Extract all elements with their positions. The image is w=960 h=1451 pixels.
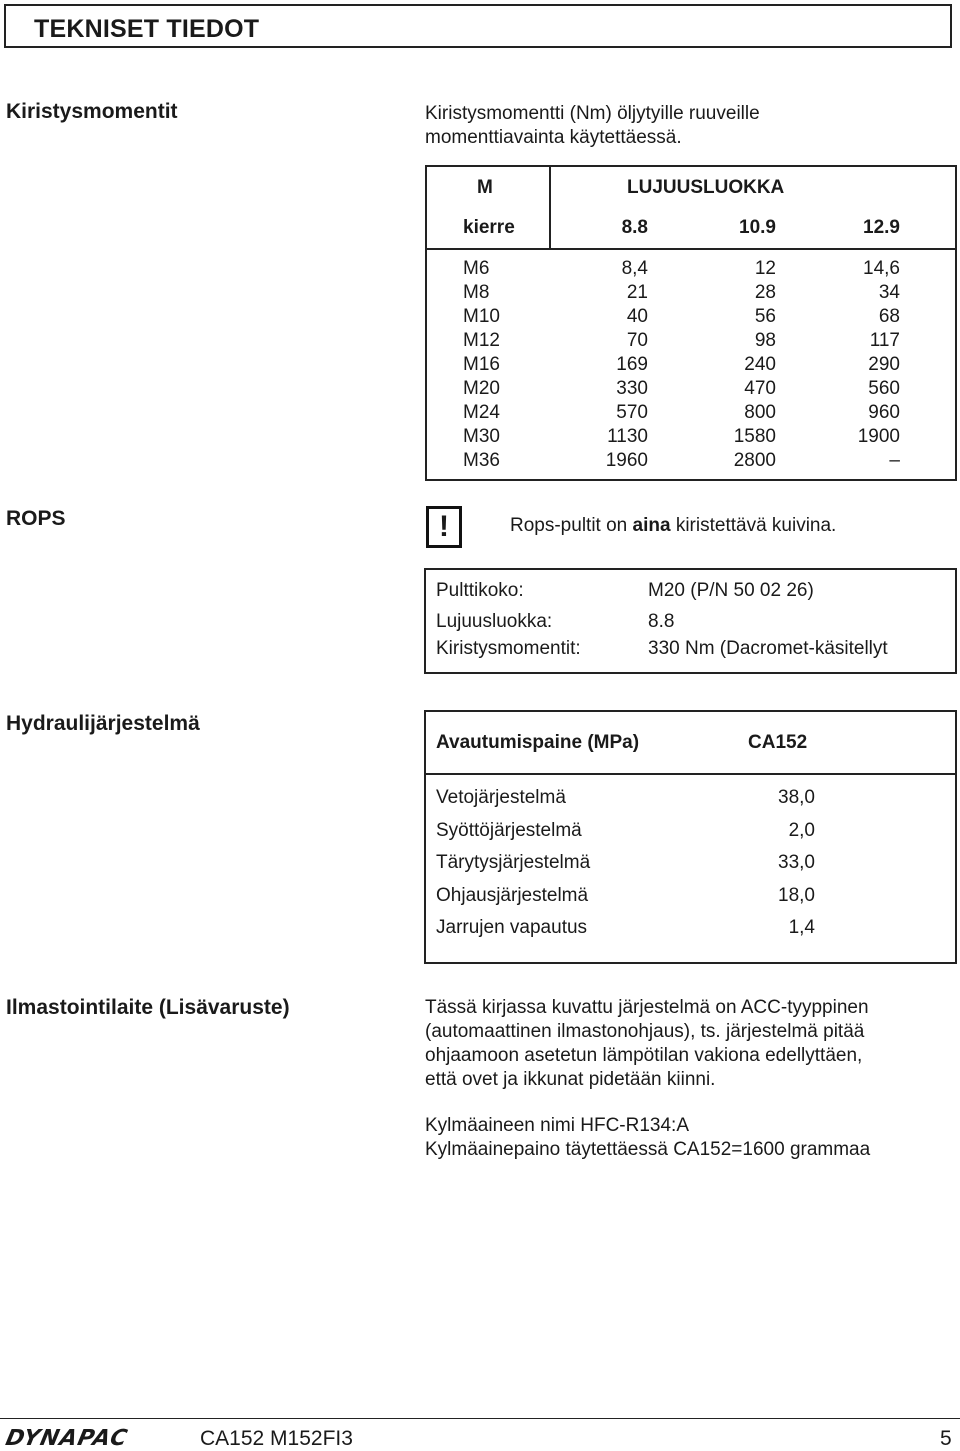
- torque-row-thread: M30: [463, 426, 500, 447]
- torque-row-value: 1960: [605, 450, 648, 471]
- rops-key-torque: Kiristysmomentit:: [436, 638, 581, 659]
- torque-class-10-9: 10.9: [739, 217, 776, 238]
- rops-value-strength-class: 8.8: [648, 611, 675, 632]
- hydraulics-row-name: Syöttöjärjestelmä: [436, 819, 582, 841]
- hydraulics-row-value: 18,0: [778, 884, 815, 906]
- torque-row-value: 98: [754, 330, 776, 351]
- torque-row-value: 470: [744, 378, 776, 399]
- rops-value-bolt-size: M20 (P/N 50 02 26): [648, 580, 814, 601]
- hydraulics-row-value: 2,0: [788, 819, 815, 841]
- torque-row-value: 56: [754, 306, 776, 327]
- hydraulics-model-header: CA152: [748, 732, 808, 753]
- hydraulics-row-name: Vetojärjestelmä: [436, 787, 566, 808]
- rops-warning: [510, 514, 836, 538]
- torque-table-column-divider: [549, 165, 551, 248]
- torque-row-thread: M10: [463, 306, 500, 327]
- torque-row-value: 570: [616, 402, 648, 423]
- hydraulics-col-header: Avautumispaine (MPa): [436, 732, 640, 753]
- rops-warning-pre: Rops-pultit on: [510, 515, 633, 536]
- torque-intro-line-1: Kiristysmomentti (Nm) öljytyille ruuveille: [425, 103, 760, 124]
- page-title-box: [4, 4, 952, 48]
- rops-warning-post: kiristettävä kuivina.: [670, 515, 837, 536]
- torque-row-thread: M36: [463, 450, 500, 471]
- torque-row-value: 290: [868, 354, 900, 375]
- torque-row-value: 1900: [857, 426, 900, 447]
- rops-section-label: ROPS: [6, 507, 66, 530]
- torque-row-value: 2800: [733, 450, 776, 471]
- footer-page-number: 5: [940, 1427, 952, 1450]
- torque-row-value: 1130: [607, 426, 648, 447]
- ac-paragraph-line-1: Tässä kirjassa kuvattu järjestelmä on ACC-tyyppinen: [425, 997, 869, 1018]
- torque-row-thread: M6: [463, 258, 490, 279]
- rops-value-torque: 330 Nm (Dacromet-käsitellyt: [648, 638, 888, 659]
- torque-row-value: 330: [616, 378, 648, 399]
- torque-header-class: LUJUUSLUOKKA: [627, 177, 785, 198]
- torque-row-thread: M8: [463, 282, 490, 303]
- torque-row-value: 960: [868, 402, 900, 423]
- hydraulics-row-value: 38,0: [778, 787, 815, 808]
- ac-section-label: Ilmastointilaite (Lisävaruste): [6, 996, 290, 1019]
- torque-row-value: 70: [626, 330, 648, 351]
- footer-doc-code: CA152 M152FI3: [200, 1427, 353, 1450]
- torque-intro-line-2: momenttiavainta käytettäessä.: [425, 127, 682, 148]
- ac-paragraph-line-4: että ovet ja ikkunat pidetään kiinni.: [425, 1069, 716, 1090]
- hydraulics-row-name: Ohjausjärjestelmä: [436, 884, 589, 906]
- torque-row-value: 68: [878, 306, 900, 327]
- hydraulics-row-name: Tärytysjärjestelmä: [436, 852, 591, 873]
- ac-refrigerant-weight: Kylmäainepaino täytettäessä CA152=1600 grammaa: [425, 1139, 871, 1160]
- exclamation-icon: !: [426, 506, 462, 548]
- torque-row-value: 12: [754, 258, 776, 279]
- torque-row-value: 560: [868, 378, 900, 399]
- torque-row-value: 240: [744, 354, 776, 375]
- torque-row-value: 21: [626, 282, 648, 303]
- torque-header-m: M: [477, 177, 493, 198]
- torque-row-value: 40: [626, 306, 648, 327]
- torque-row-value: 14,6: [863, 258, 900, 279]
- dynapac-logo: DYNAPAC: [3, 1426, 131, 1451]
- torque-row-value: 117: [869, 330, 900, 351]
- rops-warning-bold: aina: [632, 515, 671, 536]
- torque-header-thread: kierre: [463, 217, 515, 238]
- torque-row-value: 169: [616, 354, 648, 375]
- footer-rule: [0, 1418, 960, 1419]
- torque-class-12-9: 12.9: [863, 217, 900, 238]
- torque-row-thread: M12: [463, 330, 500, 351]
- torque-row-thread: M20: [463, 378, 500, 399]
- ac-paragraph-line-3: ohjaamoon asetetun lämpötilan vakiona edellyttäen,: [425, 1045, 863, 1066]
- rops-key-bolt-size: Pulttikoko:: [436, 580, 524, 601]
- hydraulics-row-name: Jarrujen vapautus: [436, 917, 588, 938]
- torque-row-thread: M16: [463, 354, 500, 375]
- torque-row-value: 28: [754, 282, 776, 303]
- torque-row-value: 1580: [733, 426, 776, 447]
- hydraulics-row-value: 1,4: [788, 917, 815, 938]
- ac-refrigerant-name: Kylmäaineen nimi HFC-R134:A: [425, 1115, 689, 1136]
- torque-row-value: 8,4: [621, 258, 648, 279]
- ac-paragraph-line-2: (automaattinen ilmastonohjaus), ts. järjestelmä pitää: [425, 1021, 865, 1042]
- torque-row-value: 800: [744, 402, 776, 423]
- rops-key-strength-class: Lujuusluokka:: [436, 611, 553, 632]
- torque-table-header-divider: [425, 248, 957, 250]
- torque-row-value: –: [889, 450, 900, 471]
- torque-row-thread: M24: [463, 402, 500, 423]
- torque-section-label: Kiristysmomentit: [6, 100, 178, 123]
- hydraulics-header-divider: [424, 773, 957, 775]
- hydraulics-row-value: 33,0: [778, 852, 815, 873]
- hydraulics-section-label: Hydraulijärjestelmä: [6, 712, 200, 735]
- torque-class-8-8: 8.8: [621, 217, 648, 238]
- page-title: TEKNISET TIEDOT: [34, 15, 260, 43]
- torque-row-value: 34: [878, 282, 900, 303]
